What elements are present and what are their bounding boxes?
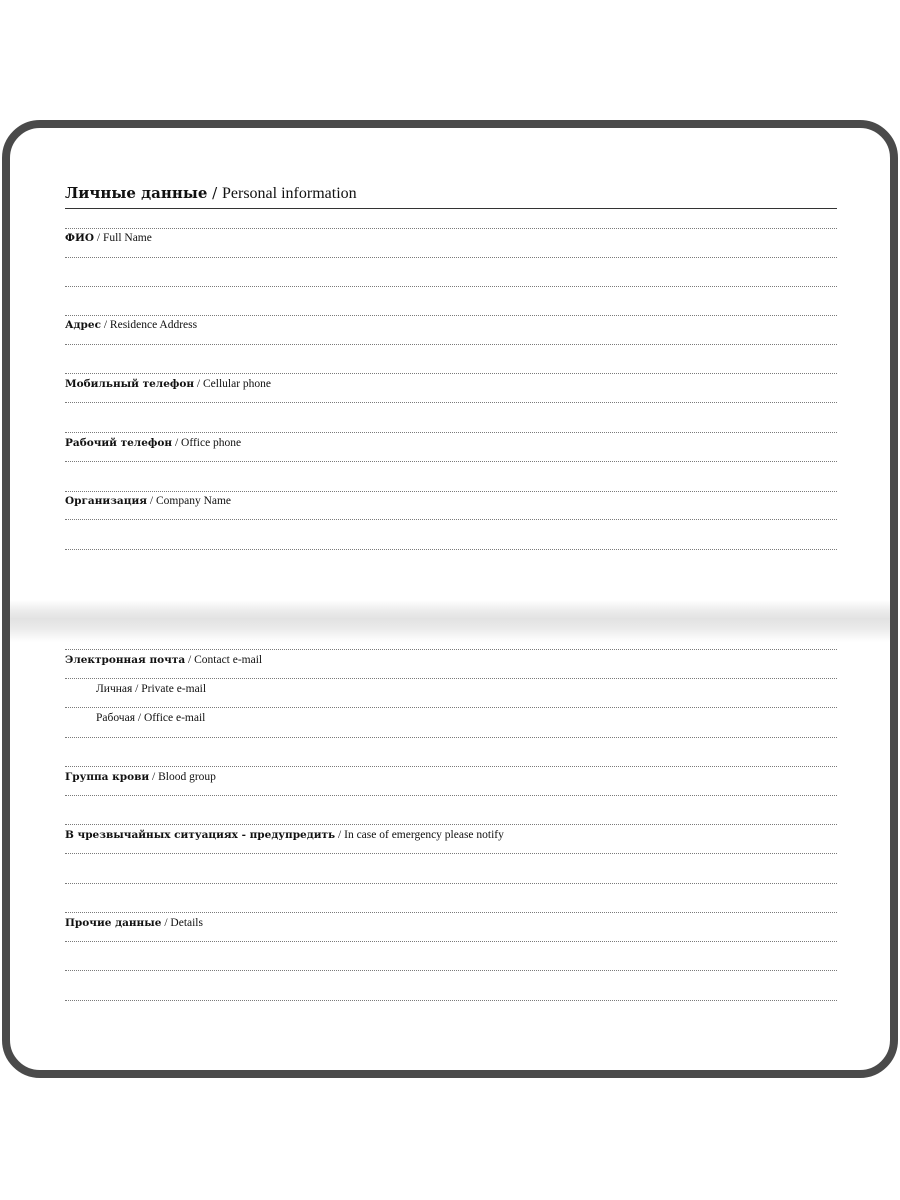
company-writing-line[interactable] — [65, 519, 837, 520]
writing-line — [65, 649, 837, 650]
page-fold-shadow — [10, 600, 890, 642]
company-writing-line[interactable] — [65, 549, 837, 550]
company-label — [65, 495, 231, 507]
email-label-en: Contact e-mail — [194, 654, 263, 666]
title-underline — [65, 208, 837, 209]
details-writing-line[interactable] — [65, 970, 837, 971]
address-writing-line[interactable] — [65, 373, 837, 374]
emergency-contact-writing-line[interactable] — [65, 912, 837, 913]
office-email-writing-line[interactable] — [65, 737, 837, 738]
mobile-phone-label-separator: / — [194, 378, 203, 390]
private-email-label — [96, 683, 206, 695]
email-writing-line[interactable] — [65, 766, 837, 767]
full-name-label — [65, 232, 152, 244]
address-label-separator: / — [100, 319, 110, 331]
address-label-ru: Адрес — [65, 319, 101, 331]
full-name-label-ru: ФИО — [65, 232, 95, 244]
private-email-label-en: Private e-mail — [141, 683, 207, 695]
emergency-contact-label-separator: / — [335, 829, 345, 841]
section-title-separator: / — [207, 184, 222, 202]
full-name-writing-line[interactable] — [65, 315, 837, 316]
company-label-ru: Организация — [65, 495, 148, 507]
full-name-label-separator: / — [94, 232, 103, 244]
emergency-contact-label-ru: В чрезвычайных ситуациях - предупредить — [65, 829, 336, 841]
office-email-label-separator: / — [134, 712, 144, 724]
emergency-contact-label-en: In case of emergency please notify — [344, 829, 504, 841]
blood-group-writing-line[interactable] — [65, 824, 837, 825]
office-phone-writing-line[interactable] — [65, 491, 837, 492]
mobile-phone-label-en: Cellular phone — [202, 378, 272, 390]
mobile-phone-writing-line[interactable] — [65, 402, 837, 403]
blood-group-label-ru: Группа крови — [65, 771, 150, 783]
blood-group-writing-line[interactable] — [65, 795, 837, 796]
notebook-page-frame — [2, 120, 898, 1078]
office-phone-label-separator: / — [172, 437, 182, 449]
section-title-ru: Личные данные — [65, 184, 208, 202]
details-writing-line[interactable] — [65, 941, 837, 942]
mobile-phone-label-ru: Мобильный телефон — [65, 378, 195, 390]
blood-group-label — [65, 771, 216, 783]
details-label-ru: Прочие данные — [65, 917, 162, 929]
email-label — [65, 654, 262, 666]
private-email-writing-line[interactable] — [65, 707, 837, 708]
address-label — [65, 319, 197, 331]
private-email-label-ru: Личная — [96, 683, 133, 695]
full-name-writing-line[interactable] — [65, 257, 837, 258]
full-name-label-en: Full Name — [102, 232, 152, 244]
office-email-label — [96, 712, 205, 724]
section-title-en: Personal information — [222, 185, 357, 202]
address-label-en: Residence Address — [109, 319, 198, 331]
writing-line — [65, 228, 837, 229]
details-writing-line[interactable] — [65, 1000, 837, 1001]
email-label-ru: Электронная почта — [65, 654, 186, 666]
blood-group-label-separator: / — [149, 771, 159, 783]
mobile-phone-writing-line[interactable] — [65, 432, 837, 433]
company-label-en: Company Name — [155, 495, 232, 507]
emergency-contact-label — [65, 829, 504, 841]
details-label-en: Details — [170, 917, 203, 929]
emergency-contact-writing-line[interactable] — [65, 853, 837, 854]
office-phone-label-ru: Рабочий телефон — [65, 437, 173, 449]
section-title — [65, 184, 357, 203]
details-label — [65, 917, 203, 929]
details-label-separator: / — [161, 917, 171, 929]
full-name-writing-line[interactable] — [65, 286, 837, 287]
emergency-contact-writing-line[interactable] — [65, 883, 837, 884]
office-email-label-en: Office e-mail — [143, 712, 206, 724]
company-label-separator: / — [147, 495, 156, 507]
office-phone-label — [65, 437, 241, 449]
address-writing-line[interactable] — [65, 344, 837, 345]
office-phone-writing-line[interactable] — [65, 461, 837, 462]
office-email-label-ru: Рабочая — [96, 712, 135, 724]
mobile-phone-label — [65, 378, 271, 390]
private-email-label-separator: / — [132, 683, 142, 695]
blood-group-label-en: Blood group — [158, 771, 216, 783]
email-label-separator: / — [185, 654, 195, 666]
email-writing-line — [65, 678, 837, 679]
office-phone-label-en: Office phone — [181, 437, 242, 449]
